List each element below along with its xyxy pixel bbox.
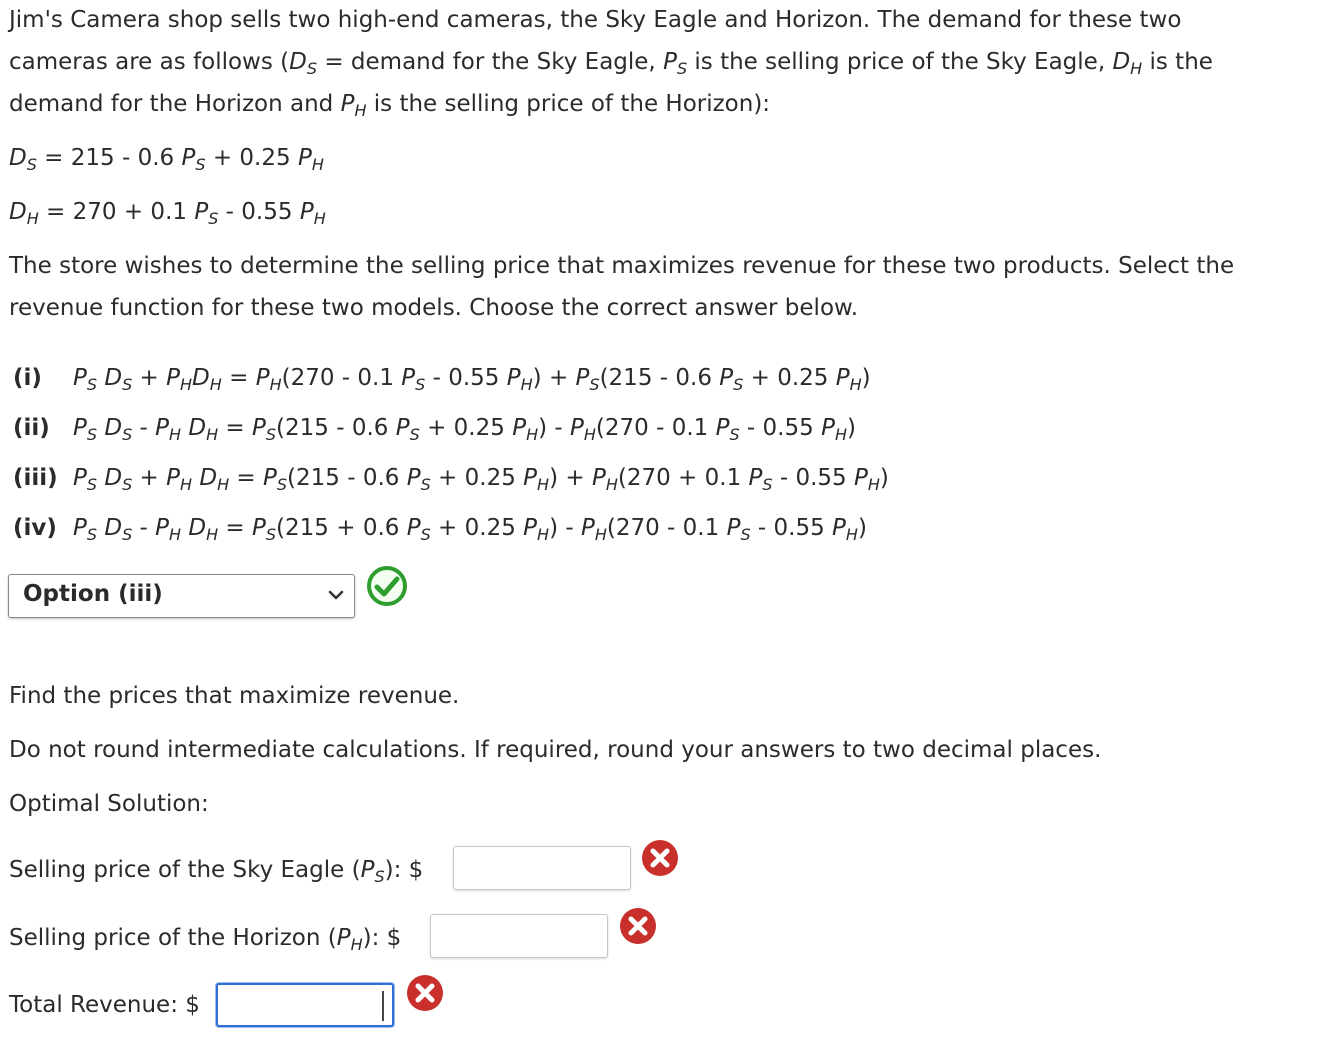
x-circle-icon	[640, 838, 680, 884]
x-circle-icon	[618, 906, 658, 952]
intro-line-2: cameras are as follows ($D_S$ = demand for the Sky Eagle, $P_S$ is the selling price of the Sky Eagle, $D_H$ is the	[9, 49, 1213, 78]
intro-line-3: demand for the Horizon and $P_H$ is the selling price of the Horizon):	[9, 91, 771, 120]
total-revenue-input[interactable]	[216, 983, 394, 1027]
demand-equation-horizon: $D_H = 270 + 0.1$ $P_S - 0.55$ $P_H$	[9, 199, 326, 228]
sky-eagle-price-label: Selling price of the Sky Eagle $(P_S)$: $	[9, 857, 424, 886]
rounding-instructions: Do not round intermediate calculations. If required, round your answers to two decimal places.	[9, 737, 1102, 763]
option-iii: (iii) $P_S$ $D_S + P_H$ $D_H = P_S(215 - 0.6$ $P_S + 0.25$ $P_H) + P_H(270 + 0.1$ $P_S - 0.55$ $P_H$)	[13, 465, 889, 494]
optimal-solution-heading: Optimal Solution:	[9, 791, 209, 817]
chevron-down-icon	[326, 585, 346, 611]
horizon-price-label: Selling price of the Horizon $(P_H)$: $	[9, 925, 402, 954]
option-iv: (iv) $P_S$ $D_S - P_H$ $D_H = P_S(215 + 0.6$ $P_S + 0.25$ $P_H) - P_H(270 - 0.1$ $P_S - 0.55$ $P_H$)	[13, 515, 867, 544]
option-ii: (ii) $P_S$ $D_S - P_H$ $D_H = P_S(215 - 0.6$ $P_S + 0.25$ $P_H) - P_H(270 - 0.1$ $P_S - 0.55$ $P_H$)	[13, 415, 856, 444]
check-circle-icon	[366, 565, 408, 613]
x-circle-icon	[405, 973, 445, 1019]
intro-line-1: Jim's Camera shop sells two high-end cameras, the Sky Eagle and Horizon. The demand for these two	[9, 7, 1182, 33]
sky-eagle-price-input[interactable]	[453, 846, 631, 890]
find-prices-text: Find the prices that maximize revenue.	[9, 683, 460, 709]
horizon-price-input[interactable]	[430, 914, 608, 958]
demand-equation-sky: $D_S = 215 - 0.6$ $P_S + 0.25$ $P_H$	[9, 145, 324, 174]
question-line-2: revenue function for these two models. Choose the correct answer below.	[9, 295, 859, 321]
total-revenue-label: Total Revenue: $	[9, 992, 200, 1018]
answer-select[interactable]	[8, 574, 355, 618]
question-line-1: The store wishes to determine the selling price that maximizes revenue for these two products. Select the	[9, 253, 1235, 279]
text-caret	[382, 991, 384, 1021]
answer-select-value: Option (iii)	[23, 581, 163, 607]
option-i: (i) $P_S$ $D_S + P_HD_H = P_H(270 - 0.1$ $P_S - 0.55$ $P_H) + P_S(215 - 0.6$ $P_S + 0.25$ $P_H$)	[13, 365, 871, 394]
